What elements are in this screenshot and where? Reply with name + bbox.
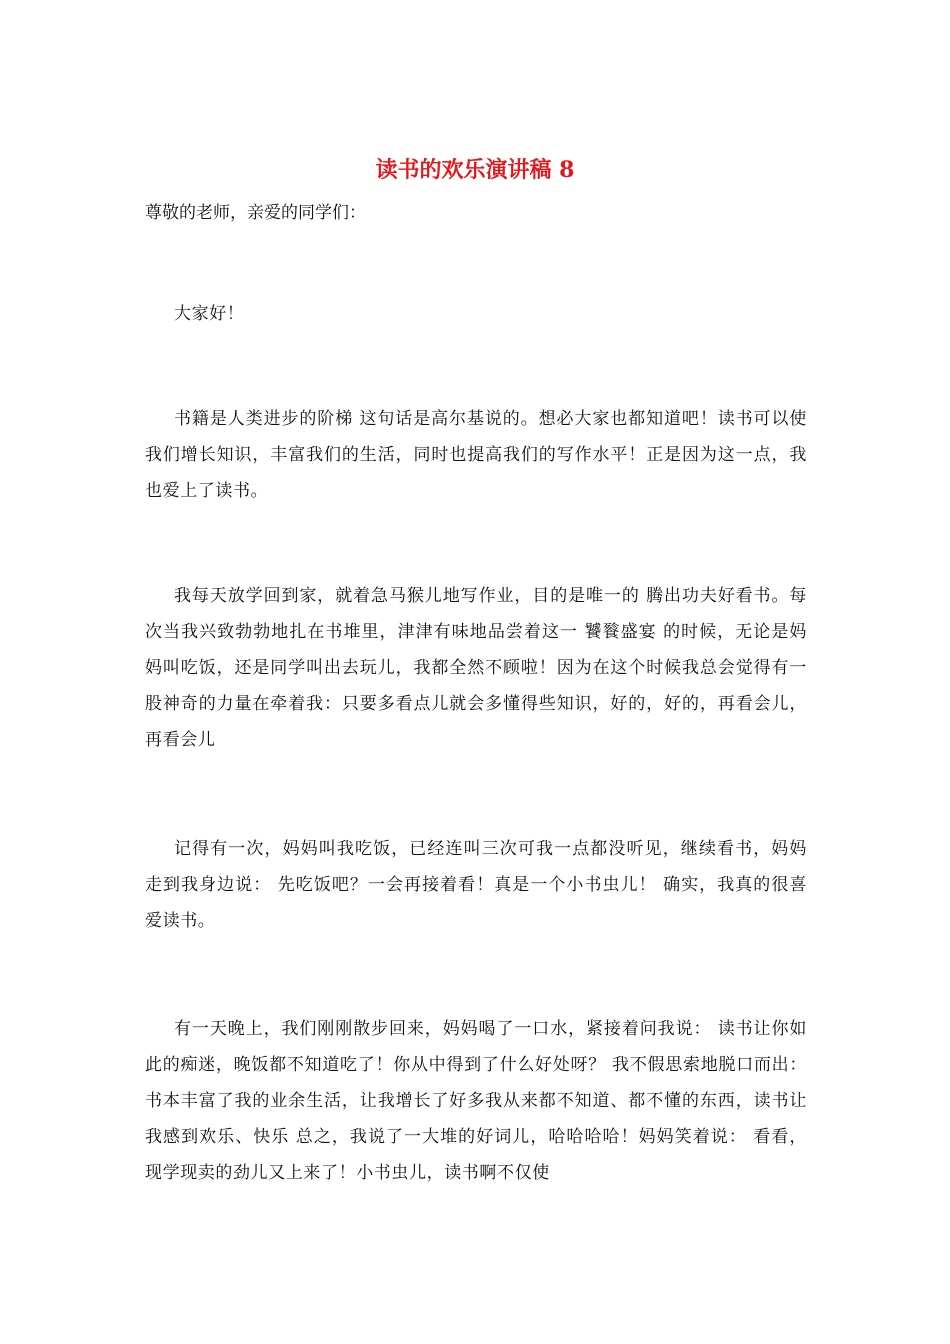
salutation: 尊敬的老师，亲爱的同学们： <box>145 203 366 223</box>
paragraph: 我每天放学回到家，就着急马猴儿地写作业，目的是唯一的 腾出功夫好看书。每次当我兴致勃勃地扎在书堆里，津津有味地品尝着这一 饕餮盛宴 的时候，无论是妈妈叫吃饭，还是同学叫出去玩儿，我都全然不顾啦！因为在这个时候我总会觉得有一股神奇的力量在牵着我：只要多看点儿就会多懂得些知识，好的，好的，再看会儿，再看会儿 <box>145 586 807 750</box>
paragraph: 书籍是人类进步的阶梯 这句话是高尔基说的。想必大家也都知道吧！读书可以使我们增长知识，丰富我们的生活，同时也提高我们的写作水平！正是因为这一点，我也爱上了读书。 <box>145 409 807 501</box>
document-title: 读书的欢乐演讲稿 8 <box>375 157 575 183</box>
paragraph: 有一天晚上，我们刚刚散步回来，妈妈喝了一口水，紧接着问我说： 读书让你如此的痴迷，晚饭都不知道吃了！你从中得到了什么好处呀？ 我不假思索地脱口而出： 书本丰富了我的业余生活，让我增长了好多我从来都不知道、都不懂的东西，读书让我感到欢乐、快乐 总之，我说了一大堆的好词儿，哈哈哈哈！妈妈笑着说： 看看，现学现卖的劲儿又上来了！小书虫儿，读书啊不仅使 <box>145 1019 807 1183</box>
paragraph-greeting: 大家好！ <box>174 304 245 324</box>
paragraph: 记得有一次，妈妈叫我吃饭，已经连叫三次可我一点都没听见，继续看书，妈妈走到我身边说： 先吃饭吧？一会再接着看！真是一个小书虫儿！ 确实，我真的很喜爱读书。 <box>145 839 807 931</box>
